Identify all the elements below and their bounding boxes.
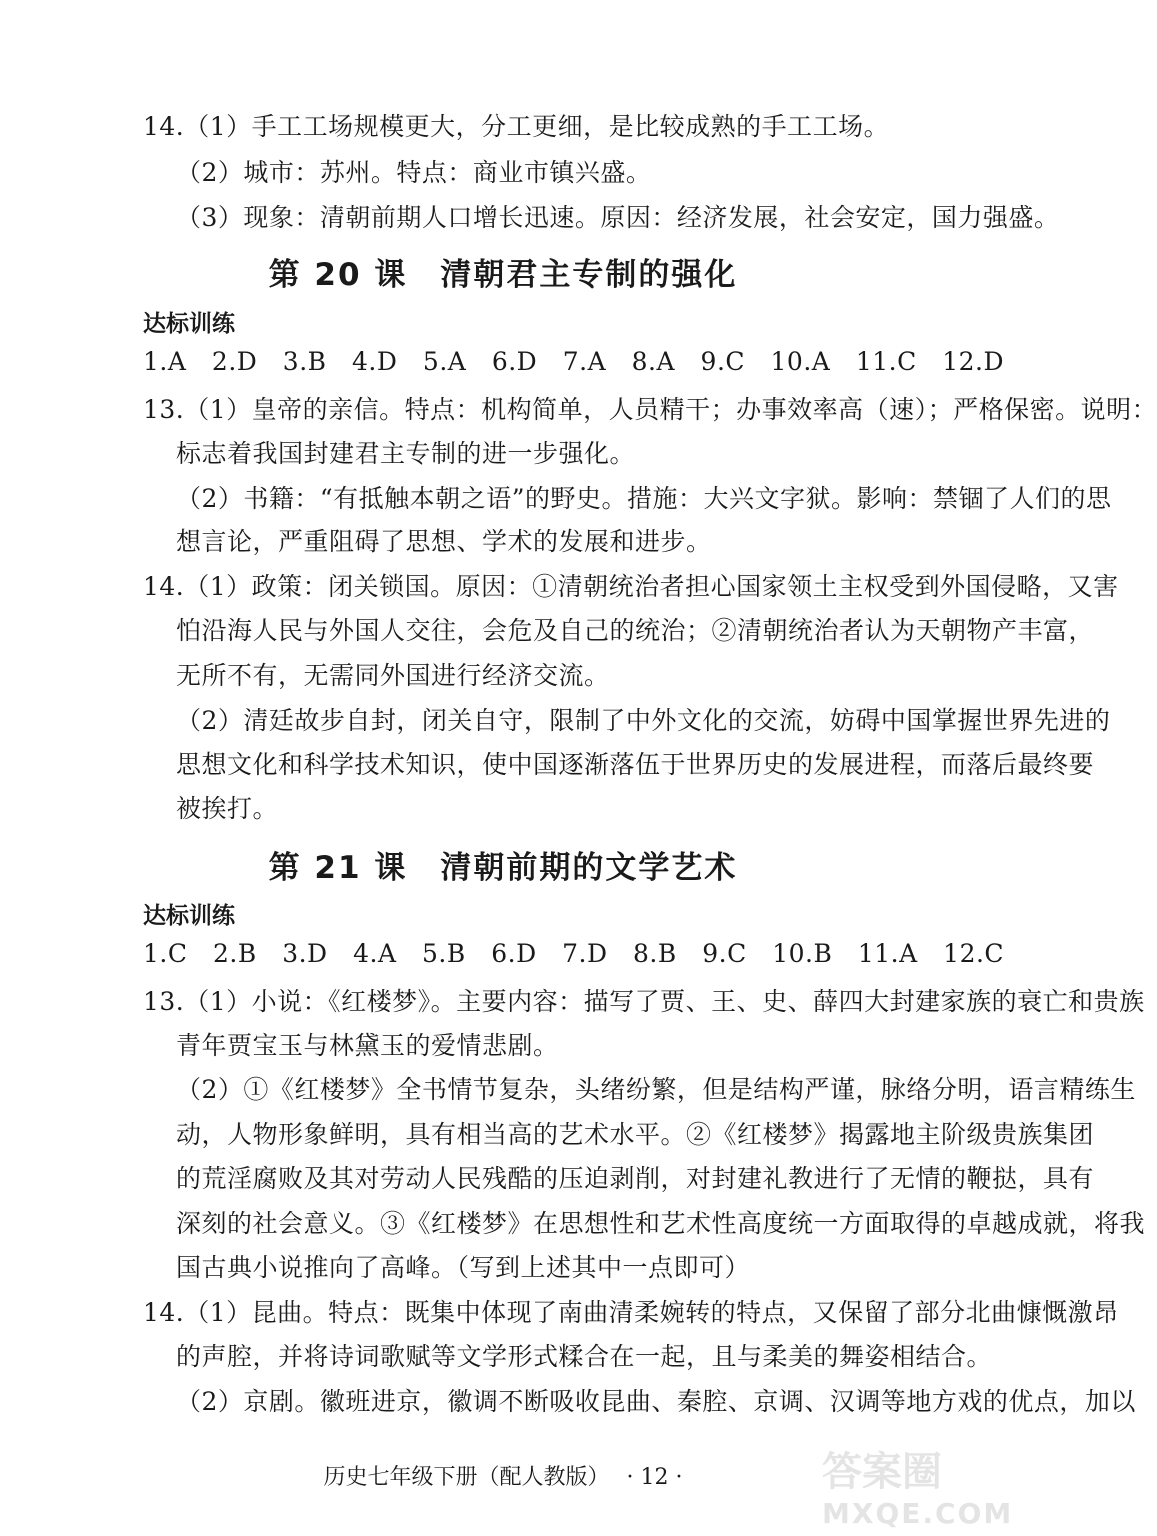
lesson20-q14-part1-line2: 怕沿海人民与外国人交往，会危及自己的统治；②清朝统治者认为天朝物产丰富， [176,616,1095,645]
watermark-bottom-text: MXQE.COM [822,1497,1014,1530]
lesson20-q13-part2-line2: 想言论，严重阻碍了思想、学术的发展和进步。 [176,527,712,556]
lesson20-q13-part2-line1: （2）书籍：“有抵触本朝之语”的野史。措施：大兴文字狱。影响：禁锢了人们的思 [176,484,1112,513]
lesson21-q14-part2-line1: （2）京剧。徽班进京，徽调不断吸收昆曲、秦腔、京调、汉调等地方戏的优点，加以 [176,1387,1136,1416]
lesson21-section-heading: 达标训练 [143,903,235,929]
lesson21-q13-part2-line5: 国古典小说推向了高峰。（写到上述其中一点即可） [176,1253,751,1282]
lesson20-q14-part1-line1: 14.（1）政策：闭关锁国。原因：①清朝统治者担心国家领土主权受到外国侵略，又害 [143,572,1119,601]
prev-q14-part2: （2）城市：苏州。特点：商业市镇兴盛。 [176,158,652,187]
book-title: 历史七年级下册（配人教版） [323,1465,599,1490]
prev-q14-part3: （3）现象：清朝前期人口增长迅速。原因：经济发展，社会安定，国力强盛。 [176,203,1060,232]
lesson20-q14-part1-line3: 无所不有，无需同外国进行经济交流。 [176,661,610,690]
lesson21-q13-part1-line2: 青年贾宝玉与林黛玉的爱情悲剧。 [176,1031,559,1060]
lesson20-choice-answers: 1.A 2.D 3.B 4.D 5.A 6.D 7.A 8.A 9.C 10.A 11.C 12.D [143,347,1005,376]
lesson20-q14-part2-line2: 思想文化和科学技术知识，使中国逐渐落伍于世界历史的发展进程，而落后最终要 [176,750,1095,779]
prev-q14-part1: 14.（1）手工工场规模更大，分工更细，是比较成熟的手工工场。 [143,112,890,141]
lesson20-q14-part2-line3: 被挨打。 [176,794,279,823]
lesson21-q13-part2-line4: 深刻的社会意义。③《红楼梦》在思想性和艺术性高度统一方面取得的卓越成就，将我 [176,1209,1146,1238]
lesson21-q13-part2-line1: （2）①《红楼梦》全书情节复杂，头绪纷繁，但是结构严谨，脉络分明，语言精练生 [176,1075,1136,1104]
lesson21-q13-part2-line3: 的荒淫腐败及其对劳动人民残酷的压迫剥削，对封建礼教进行了无情的鞭挞，具有 [176,1164,1095,1193]
lesson21-q13-part2-line2: 动，人物形象鲜明，具有相当高的艺术水平。②《红楼梦》揭露地主阶级贵族集团 [176,1120,1095,1149]
page-number: · 12 · [626,1465,683,1490]
lesson21-choice-answers: 1.C 2.B 3.D 4.A 5.B 6.D 7.D 8.B 9.C 10.B 11.A 12.C [143,939,1005,968]
watermark-top-text: 答案圈 [822,1449,942,1495]
lesson21-title: 第 21 课 清朝前期的文学艺术 [268,850,738,886]
lesson21-q14-part1-line2: 的声腔，并将诗词歌赋等文学形式糅合在一起，且与柔美的舞姿相结合。 [176,1342,993,1371]
lesson20-title: 第 20 课 清朝君主专制的强化 [268,257,738,293]
lesson21-q14-part1-line1: 14.（1）昆曲。特点：既集中体现了南曲清柔婉转的特点，又保留了部分北曲慷慨激昂 [143,1298,1119,1327]
lesson20-q14-part2-line1: （2）清廷故步自封，闭关自守，限制了中外文化的交流，妨碍中国掌握世界先进的 [176,706,1111,735]
watermark-logo [822,1440,1014,1530]
lesson20-section-heading: 达标训练 [143,311,235,337]
lesson20-q13-part1-line1: 13.（1）皇帝的亲信。特点：机构简单，人员精干；办事效率高（速）；严格保密。说明： [143,395,1157,424]
lesson20-q13-part1-line2: 标志着我国封建君主专制的进一步强化。 [176,439,636,468]
lesson21-q13-part1-line1: 13.（1）小说：《红楼梦》。主要内容：描写了贾、王、史、薛四大封建家族的衰亡和贵族 [143,987,1145,1016]
